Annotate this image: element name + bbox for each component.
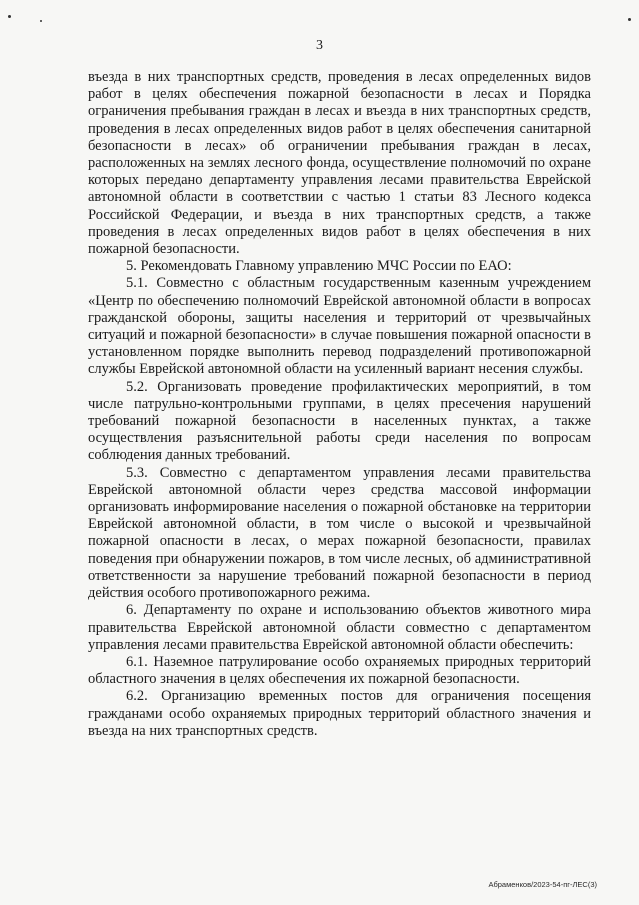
document-reference-code: Абраменков/2023-54-пг-ЛЕС(3): [488, 880, 597, 889]
paragraph-item-6: 6. Департаменту по охране и использованию объектов животного мира правительства Еврейской автономной области совместно с департаментом управления лесами правительства Еврейской автономной области обеспечить:: [88, 602, 591, 653]
paragraph-continuation: въезда в них транспортных средств, проведения в лесах определенных видов работ в целях обеспечения пожарной безопасности в лесах и Порядка ограничения пребывания граждан в лесах и въезда в них транспортных средств, проведения в лесах определенных видов работ в целях обеспечения санитарной безопасности в лесах» об ограничении пребывания граждан в лесах, расположенных на землях лесного фонда, осуществление полномочий по охране которых передано департаменту управления лесами правительства Еврейской автономной области в соответствии с частью 1 статьи 83 Лесного кодекса Российской Федерации, и въезда в них транспортных средств, а также проведения в лесах определенных видов работ в целях обеспечения в них пожарной безопасности.: [88, 69, 591, 258]
paragraph-item-6-1: 6.1. Наземное патрулирование особо охраняемых природных территорий областного значения в целях обеспечения их пожарной безопасности.: [88, 653, 591, 688]
page-number: 3: [316, 38, 323, 53]
paragraph-item-6-2: 6.2. Организацию временных постов для ограничения посещения гражданами особо охраняемых природных территорий областного значения и въезда на них транспортных средств.: [88, 688, 591, 739]
paragraph-item-5-2: 5.2. Организовать проведение профилактических мероприятий, в том числе патрульно-контрольными группами, в целях пресечения нарушений требований пожарной безопасности в населенных пунктах, а также осуществления разъяснительной работы среди населения по вопросам соблюдения данных требований.: [88, 378, 591, 464]
scan-speck: [40, 20, 42, 22]
scan-speck: [8, 15, 11, 18]
document-body: [88, 69, 591, 740]
paragraph-item-5-1: 5.1. Совместно с областным государственным казенным учреждением «Центр по обеспечению полномочий Еврейской автономной области в вопросах гражданской обороны, защиты населения и территорий от чрезвычайных ситуаций и пожарной безопасности» в случае повышения пожарной опасности в установленном порядке выполнить перевод подразделений противопожарной службы Еврейской автономной области на усиленный вариант несения службы.: [88, 275, 591, 378]
scan-speck: [628, 18, 631, 21]
paragraph-item-5-3: 5.3. Совместно с департаментом управления лесами правительства Еврейской автономной области через средства массовой информации организовать информирование населения о пожарной обстановке на территории Еврейской автономной области, в том числе о высокой и чрезвычайной пожарной опасности в лесах, о мерах пожарной безопасности, правилах поведения при обнаружении пожаров, в том числе лесных, об административной ответственности за нарушение требований пожарной безопасности в период действия особого противопожарного режима.: [88, 464, 591, 602]
paragraph-item-5: 5. Рекомендовать Главному управлению МЧС России по ЕАО:: [126, 258, 512, 275]
